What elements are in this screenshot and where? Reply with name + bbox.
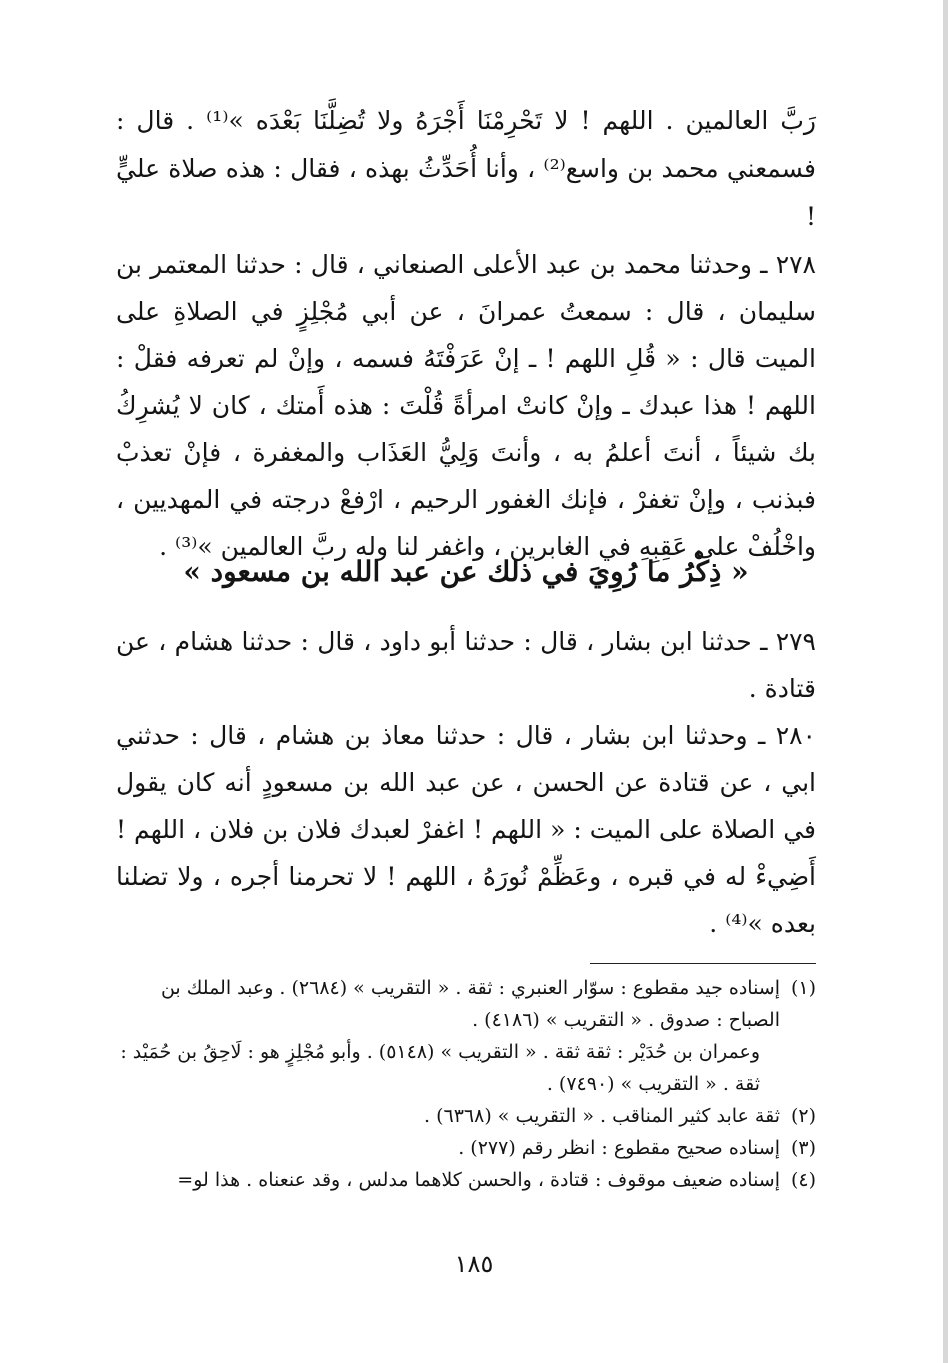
- footnote-number: (٣): [790, 1137, 816, 1159]
- paragraph-279: ٢٧٩ ـ حدثنا ابن بشار ، قال : حدثنا أبو داود ، قال : حدثنا هشام ، عن قتادة .: [116, 627, 816, 703]
- paragraph-280: ٢٨٠ ـ وحدثنا ابن بشار ، قال : حدثنا معاذ بن هشام ، قال : حدثني ابي ، عن قتادة عن الحسن ، عن عبد الله بن مسعودٍ أنه كان يقول في الصلاة على الميت : « اللهم ! اغفرْ لعبدك فلان بن فلان ، اللهم ! أَضِيءْ له في قبره ، وعَظِّمْ نُورَهُ ، اللهم ! لا تحرمنا أجره ، ولا تضلنا بعده »⁽⁴⁾ .: [116, 721, 816, 938]
- page-edge-shadow: [943, 0, 948, 1363]
- footnote-text: إسناده ضعيف موقوف : قتادة ، والحسن كلاهما مدلس ، وقد عنعناه . هذا لو=: [177, 1169, 780, 1191]
- footnote-1-continuation: وعمران بن حُدَيْر : ثقة ثقة . « التقريب » (٥١٤٨) . وأبو مُجْلِزٍ هو : لَاحِقُ بن حُمَيْد : ثقة . « التقريب » (٧٤٩٠) .: [120, 1041, 760, 1095]
- page-number: ١٨٥: [454, 1250, 494, 1278]
- lower-text-block: [116, 618, 816, 947]
- footnote-separator: [590, 963, 816, 964]
- footnotes: [116, 972, 816, 1196]
- upper-text-block: [116, 97, 816, 570]
- paragraph-278: ٢٧٨ ـ وحدثنا محمد بن عبد الأعلى الصنعاني ، قال : حدثنا المعتمر بن سليمان ، قال : سمعتُ عمرانَ ، عن أبي مُجْلِزٍ في الصلاةِ على الميت قال : « قُلِ اللهم ! ـ إنْ عَرَفْتَهُ فسمه ، وإنْ لم تعرفه فقلْ : اللهم ! هذا عبدك ـ وإنْ كانتْ امرأةً قُلْتَ : هذه أَمتك ، كان لا يُشرِكُ بك شيئاً ، أنتَ أعلمُ به ، وأنتَ وَلِيُّ العَذَاب والمغفرة ، فإنْ تعذبْ فبذنب ، وإنْ تغفرْ ، فإنك الغفور الرحيم ، ارْفعْ درجته في المهديين ، واخْلُفْ على عَقِبِهِ في الغابرين ، واغفر لنا وله ربَّ العالمين »⁽³⁾ .: [116, 250, 816, 561]
- footnote-1: [116, 972, 816, 1036]
- footnote-text: إسناده صحيح مقطوع : انظر رقم (٢٧٧) .: [458, 1137, 780, 1159]
- footnote-number: (٢): [790, 1105, 816, 1127]
- footnote-number: (٤): [790, 1169, 816, 1191]
- footnote-2: [116, 1100, 816, 1132]
- footnote-text: إسناده جيد مقطوع : سوّار العنبري : ثقة . « التقريب » (٢٦٨٤) . وعبد الملك بن الصباح : صدوق . « التقريب » (٤١٨٦) .: [160, 977, 780, 1031]
- footnote-3: [116, 1132, 816, 1164]
- paragraph-continuation: رَبَّ العالمين . اللهم ! لا تَحْرِمْنَا أَجْرَهُ ولا تُضِلَّنَا بَعْدَه »⁽¹⁾ . قال : فسمعني محمد بن واسع⁽²⁾ ، وأنا أُحَدِّثُ بهذه ، فقال : هذه صلاة عليٍّ !: [116, 106, 816, 231]
- section-heading: « ذِكْرُ ما رُوِيَ في ذلك عن عبد الله بن مسعود »: [183, 555, 749, 588]
- footnote-text: ثقة عابد كثير المناقب . « التقريب » (٦٣٦٨) .: [424, 1105, 780, 1127]
- footnote-number: (١): [790, 977, 816, 999]
- footnote-4: [116, 1164, 816, 1196]
